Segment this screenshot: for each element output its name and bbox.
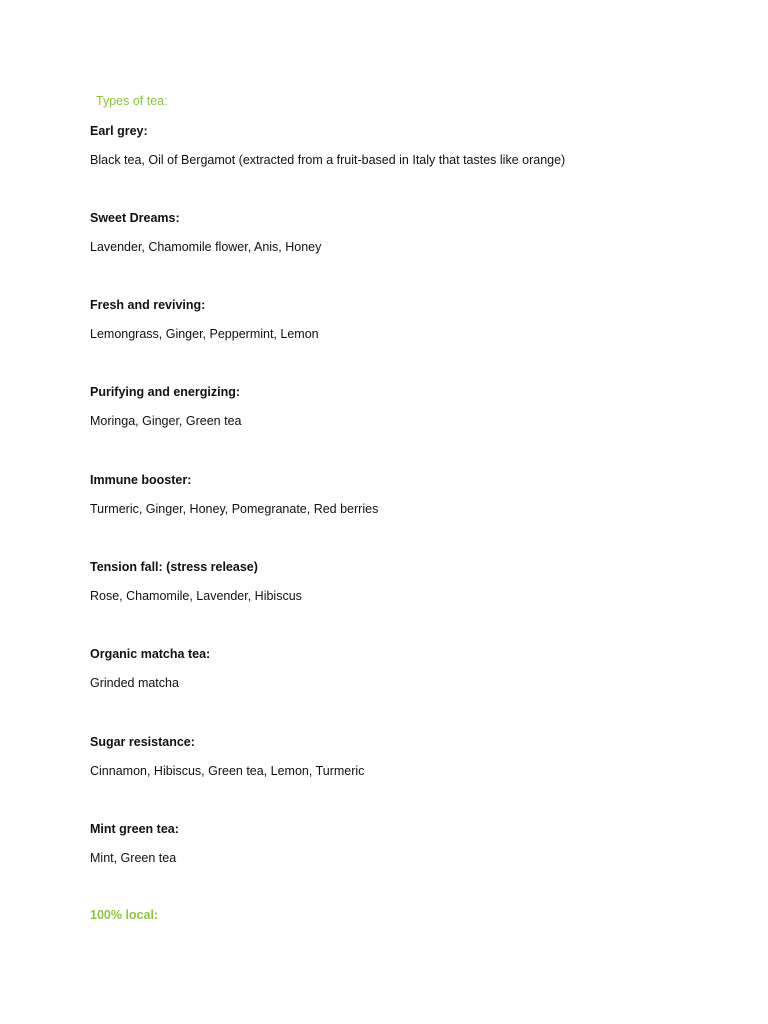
tea-ingredients: Cinnamon, Hibiscus, Green tea, Lemon, Turmeric	[90, 764, 365, 778]
tea-entry-sugar-resistance	[90, 734, 730, 779]
tea-entry-mint-green-tea	[90, 821, 730, 866]
tea-name: Fresh and reviving:	[90, 298, 206, 312]
tea-ingredients: Lemongrass, Ginger, Peppermint, Lemon	[90, 327, 319, 341]
tea-ingredients: Rose, Chamomile, Lavender, Hibiscus	[90, 589, 302, 603]
tea-entry-organic-matcha	[90, 646, 730, 691]
tea-name: Tension fall: (stress release)	[90, 560, 258, 574]
tea-entry-tension-fall	[90, 559, 730, 604]
tea-name: Sweet Dreams:	[90, 211, 180, 225]
tea-name: Organic matcha tea:	[90, 647, 211, 661]
tea-ingredients: Lavender, Chamomile flower, Anis, Honey	[90, 240, 322, 254]
tea-name: Purifying and energizing:	[90, 385, 241, 399]
tea-entry-earl-grey	[90, 123, 730, 168]
local-heading: 100% local:	[90, 908, 159, 922]
tea-ingredients: Mint, Green tea	[90, 851, 177, 865]
document-title: Types of tea:	[96, 94, 168, 108]
tea-ingredients: Black tea, Oil of Bergamot (extracted from a fruit-based in Italy that tastes like orange)	[90, 153, 566, 167]
tea-ingredients: Turmeric, Ginger, Honey, Pomegranate, Red berries	[90, 502, 379, 516]
tea-name: Earl grey:	[90, 124, 148, 138]
tea-ingredients: Grinded matcha	[90, 676, 179, 690]
tea-entry-fresh-and-reviving	[90, 297, 730, 342]
tea-entry-sweet-dreams	[90, 210, 730, 255]
tea-name: Immune booster:	[90, 473, 192, 487]
tea-name: Mint green tea:	[90, 822, 179, 836]
tea-ingredients: Moringa, Ginger, Green tea	[90, 414, 242, 428]
tea-entry-purifying-and-energizing	[90, 384, 730, 429]
tea-entry-immune-booster	[90, 472, 730, 517]
tea-name: Sugar resistance:	[90, 735, 195, 749]
